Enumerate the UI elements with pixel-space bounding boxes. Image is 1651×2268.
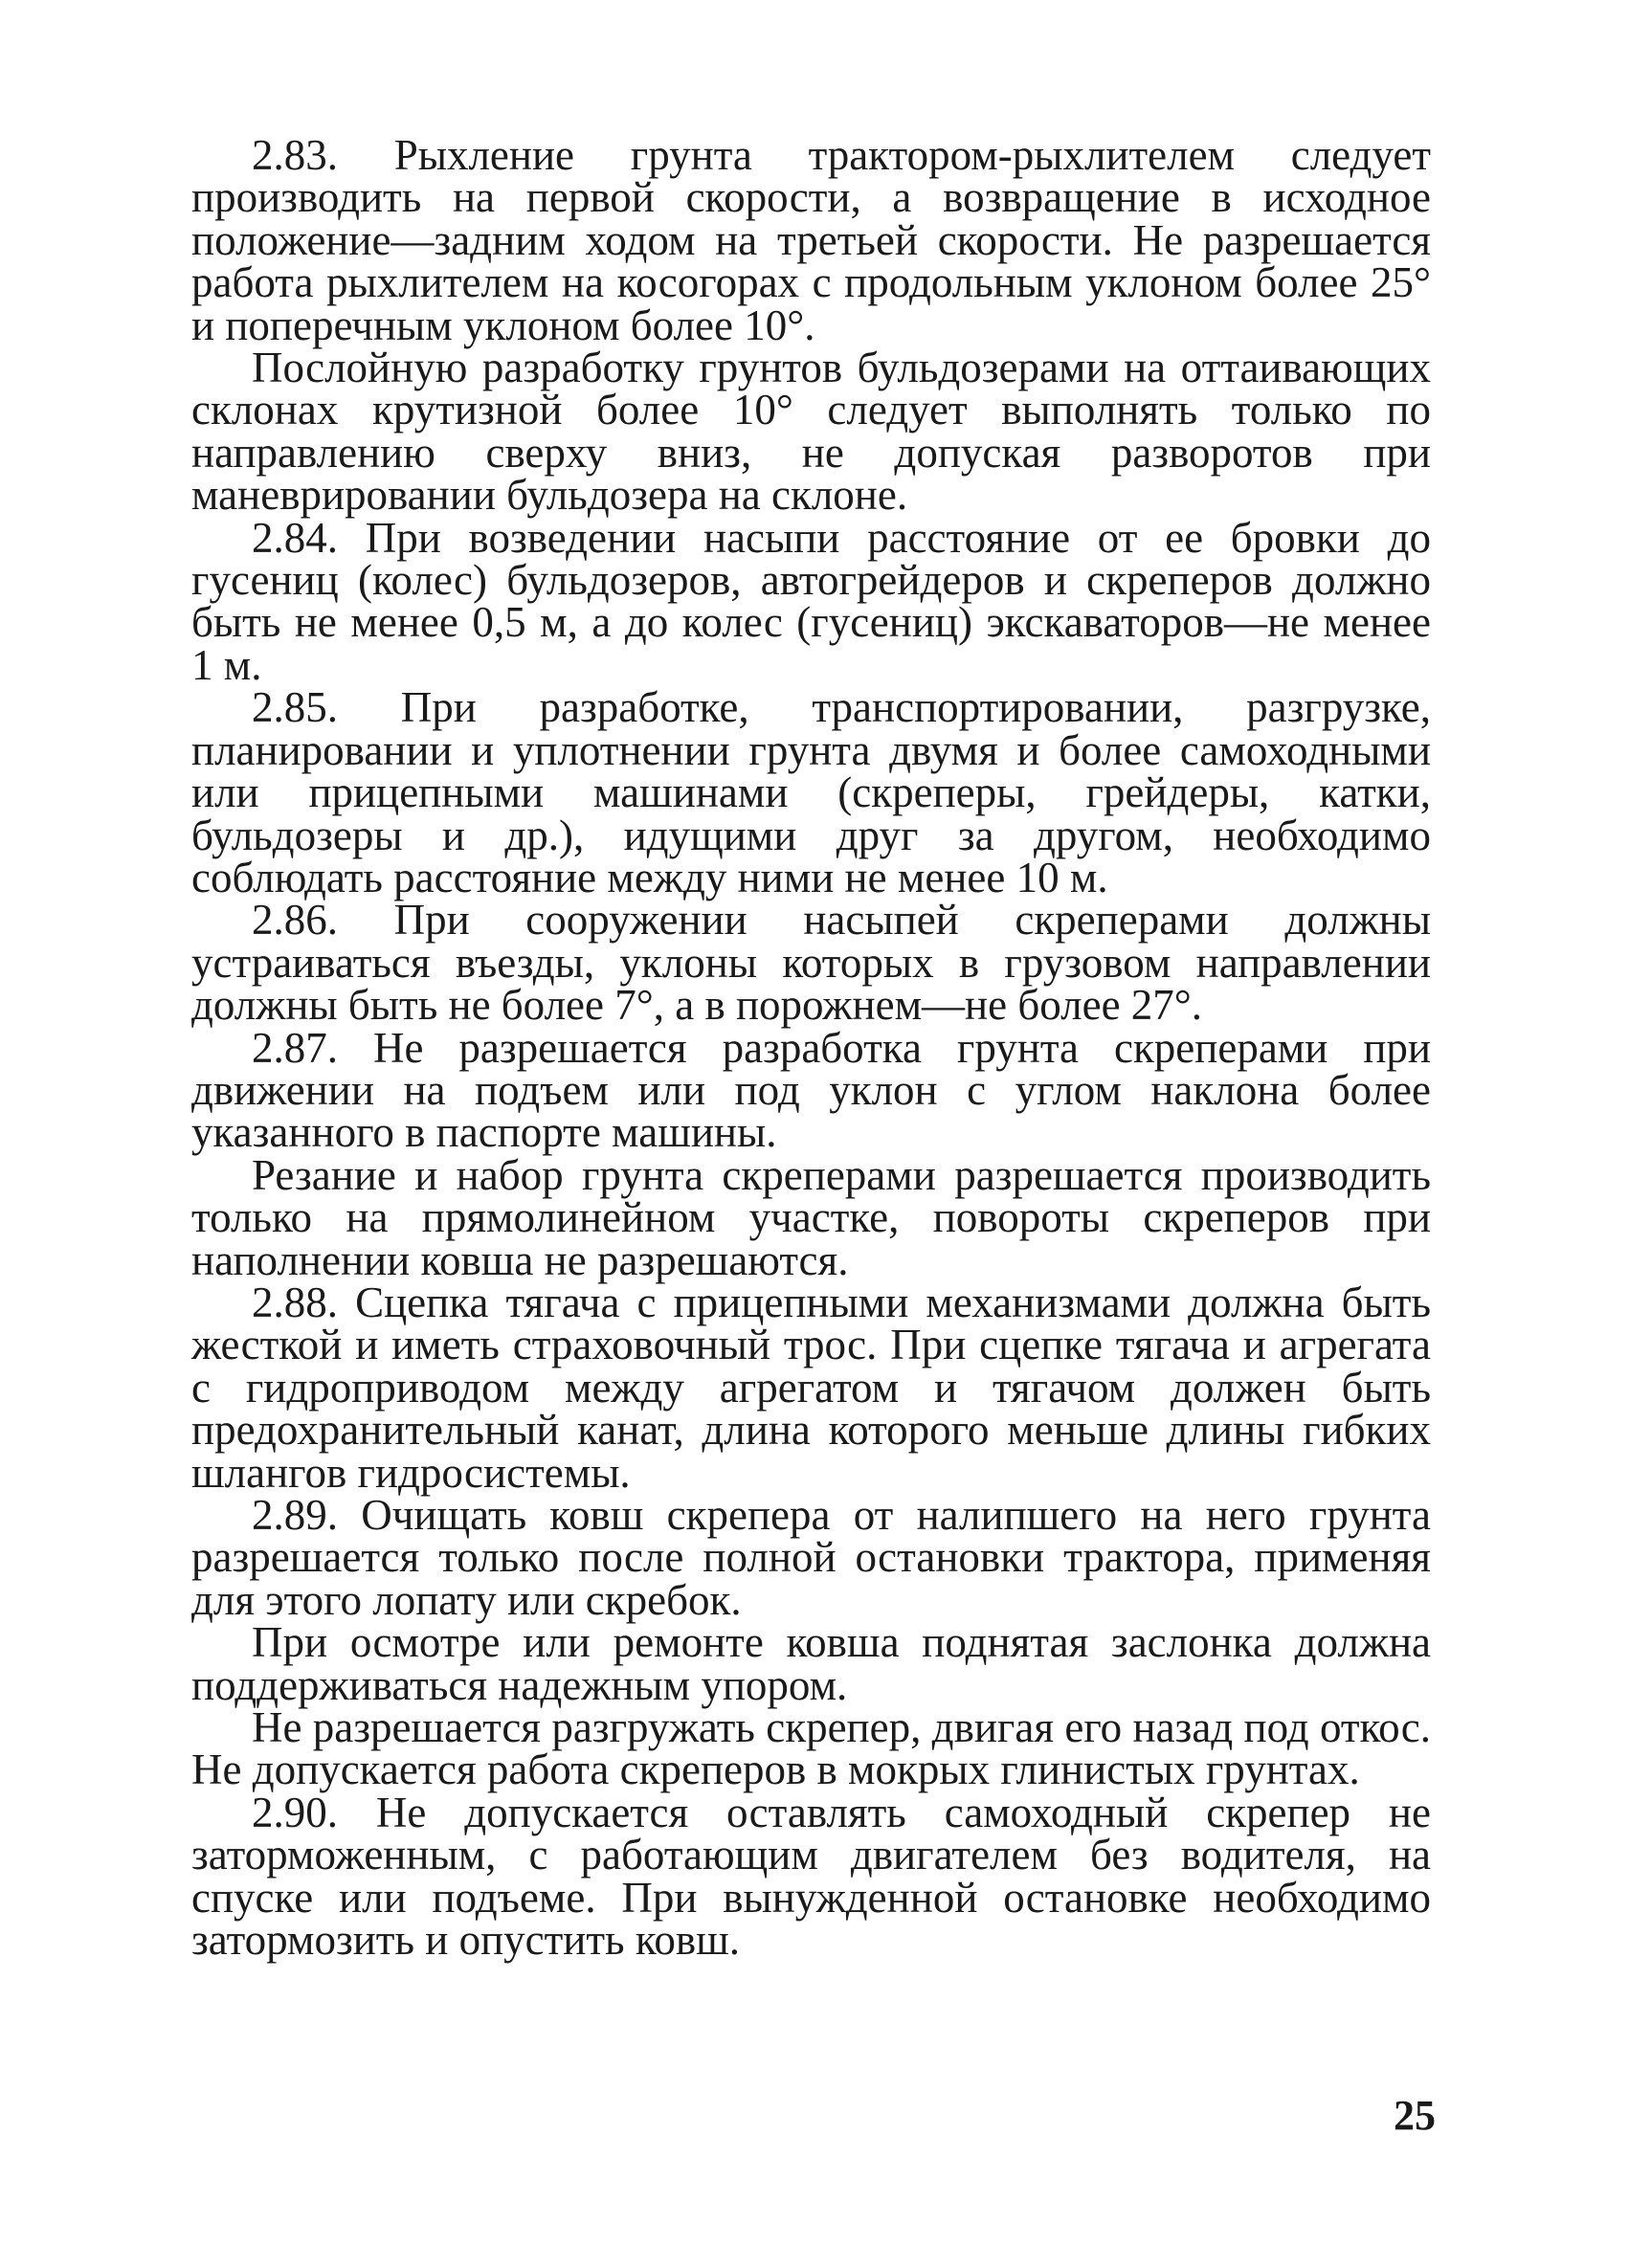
paragraph-2-87: 2.87. Не разрешается разработка грунта скреперами при движении на подъем или под уклон с углом наклона более указанного в паспорте машины. <box>191 1023 1431 1157</box>
page-number: 25 <box>1394 2092 1436 2139</box>
paragraph-scraper-cutting: Резание и набор грунта скреперами разрешается производить только на прямолинейном участке, повороты скреперов при наполнении ковша не разрешаются. <box>191 1150 1431 1284</box>
paragraph-2-89: 2.89. Очищать ковш скрепера от налипшего на него грунта разрешается только после полной остановки трактора, применяя для этого лопату или скребок. <box>191 1491 1431 1624</box>
paragraph-bucket-inspection: При осмотре или ремонте ковша поднятая заслонка должна поддерживаться надежным упором. <box>191 1618 1431 1709</box>
paragraph-bulldozer-slopes: Послойную разработку грунтов бульдозерами на оттаивающих склонах крутизной более 10° следует выполнять только по направлению сверху вниз, не допуская разворотов при маневрировании бульдозера на склоне. <box>191 344 1431 520</box>
paragraph-2-85: 2.85. При разработке, транспортировании, разгрузке, планировании и уплотнении грунта двумя и более самоходными или прицепными машинами (скреперы, грейдеры, катки, бульдозеры и др.), идущими друг за другом, необходимо соблюдать расстояние между ними не менее 10 м. <box>191 683 1431 901</box>
body-text <box>191 131 1431 1965</box>
paragraph-2-84: 2.84. При возведении насыпи расстояние от ее бровки до гусениц (колес) бульдозеров, автогрейдеров и скреперов должно быть не менее 0,5 м, а до колес (гусениц) экскаваторов—не менее 1 м. <box>191 513 1431 689</box>
paragraph-2-83: 2.83. Рыхление грунта трактором-рыхлителем следует производить на первой скорости, а возвращение в исходное положение—задним ходом на третьей скорости. Не разрешается работа рыхлителем на косогорах с продольным уклоном более 25° и поперечным уклоном более 10°. <box>191 131 1431 349</box>
paragraph-unloading: Не разрешается разгружать скрепер, двигая его назад под откос. Не допускается работа скреперов в мокрых глинистых грунтах. <box>191 1703 1431 1794</box>
paragraph-2-90: 2.90. Не допускается оставлять самоходный скрепер не заторможенным, с работающим двигателем без водителя, на спуске или подъеме. При вынужденной остановке необходимо затормозить и опустить ковш. <box>191 1788 1431 1965</box>
paragraph-2-86: 2.86. При сооружении насыпей скреперами должны устраиваться въезды, уклоны которых в грузовом направлении должны быть не более 7°, а в порожнем—не более 27°. <box>191 896 1431 1030</box>
paragraph-2-88: 2.88. Сцепка тягача с прицепными механизмами должна быть жесткой и иметь страховочный трос. При сцепке тягача и агрегата с гидроприводом между агрегатом и тягачом должен быть предохранительный канат, длина которого меньше длины гибких шлангов гидросистемы. <box>191 1278 1431 1497</box>
